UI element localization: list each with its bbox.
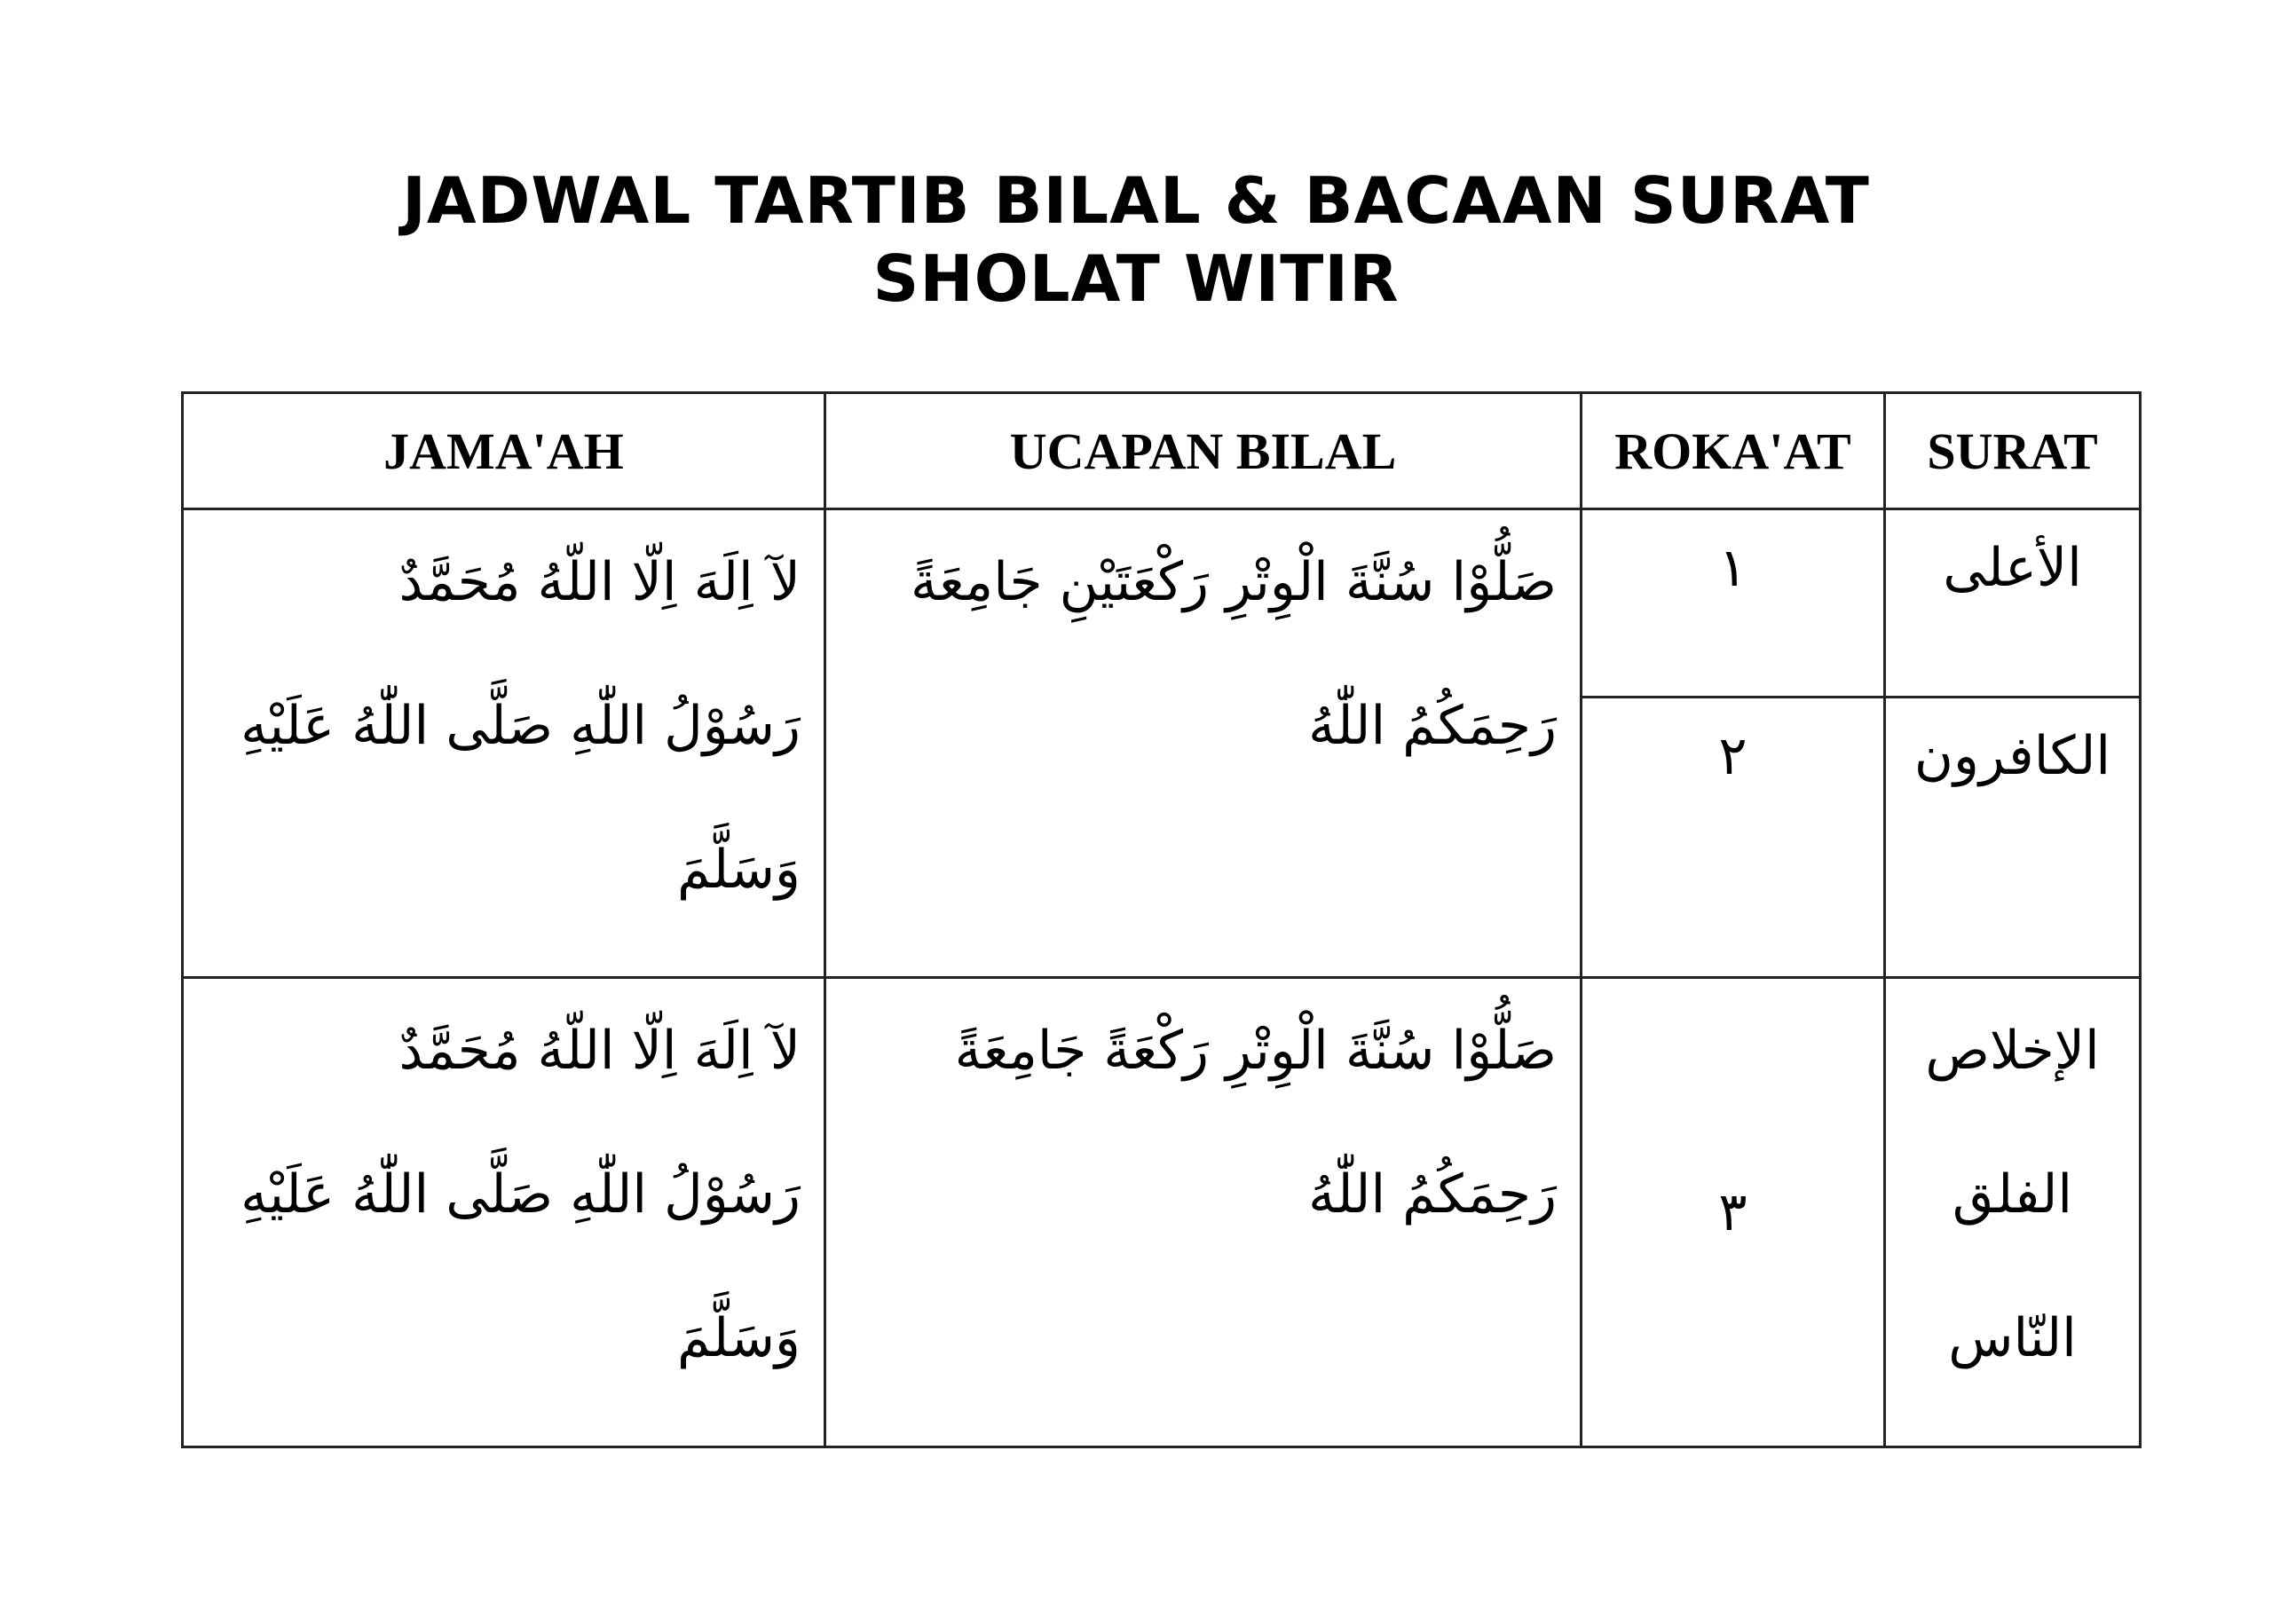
table-row (183, 509, 2141, 698)
jamaah-line: وَسَلَّمَ (676, 1307, 801, 1369)
surat-name: النّاس (1948, 1307, 2077, 1369)
ucapan-line: رَحِمَكُمُ اللّٰهُ (1308, 1163, 1557, 1226)
rokaat-number: ٢ (1718, 725, 1747, 787)
ucapan-cell (825, 509, 1582, 978)
jamaah-line: لآ اِلَهَ اِلّا اللّهُ مُحَمَّدٌ (398, 1020, 801, 1082)
rokaat-cell (1582, 698, 1885, 978)
ucapan-line: صَلُّوْا سُنَّةَ الْوِتْرِ رَكْعَتَيْنِ جَامِعَةً (910, 551, 1557, 613)
page-title (0, 162, 2272, 318)
jamaah-cell (183, 978, 825, 1447)
header-ucapan-bilal: UCAPAN BILAL (825, 393, 1582, 509)
surat-name: الإخلاص (1925, 1020, 2100, 1082)
jamaah-line: رَسُوْلُ اللّٰهِ صَلَّى اللّٰهُ عَلَيْهِ (241, 1163, 801, 1226)
surat-name: الأعلى (1943, 537, 2082, 599)
ucapan-line: صَلُّوْا سُنَّةَ الْوِتْرِ رَكْعَةً جَامِعَةً (954, 1020, 1557, 1082)
header-jamaah: JAMA'AH (183, 393, 825, 509)
jamaah-line: لآ اِلَهَ اِلّا اللّهُ مُحَمَّدٌ (398, 551, 801, 613)
title-line-2: SHOLAT WITIR (872, 241, 1400, 316)
ucapan-cell (825, 978, 1582, 1447)
jamaah-cell (183, 509, 825, 978)
surat-cell (1885, 509, 2141, 698)
rokaat-number: ٣ (1718, 1181, 1747, 1243)
surat-name: الفلق (1952, 1163, 2073, 1226)
surat-name: الكافرون (1913, 725, 2111, 787)
title-line-1: JADWAL TARTIB BILAL & BACAAN SURAT (402, 163, 1870, 238)
header-rokaat: ROKA'AT (1582, 393, 1885, 509)
rokaat-number: ١ (1718, 537, 1747, 599)
rokaat-cell (1582, 509, 1885, 698)
jamaah-line: وَسَلَّمَ (676, 839, 801, 901)
surat-cell (1885, 978, 2141, 1447)
schedule-table (181, 391, 2142, 1448)
rokaat-cell (1582, 978, 1885, 1447)
jamaah-line: رَسُوْلُ اللّٰهِ صَلَّى اللّٰهُ عَلَيْهِ (241, 695, 801, 757)
header-surat: SURAT (1885, 393, 2141, 509)
ucapan-line: رَحِمَكُمُ اللّٰهُ (1308, 695, 1557, 757)
table-row (183, 978, 2141, 1447)
surat-cell (1885, 698, 2141, 978)
table-header-row (183, 393, 2141, 509)
